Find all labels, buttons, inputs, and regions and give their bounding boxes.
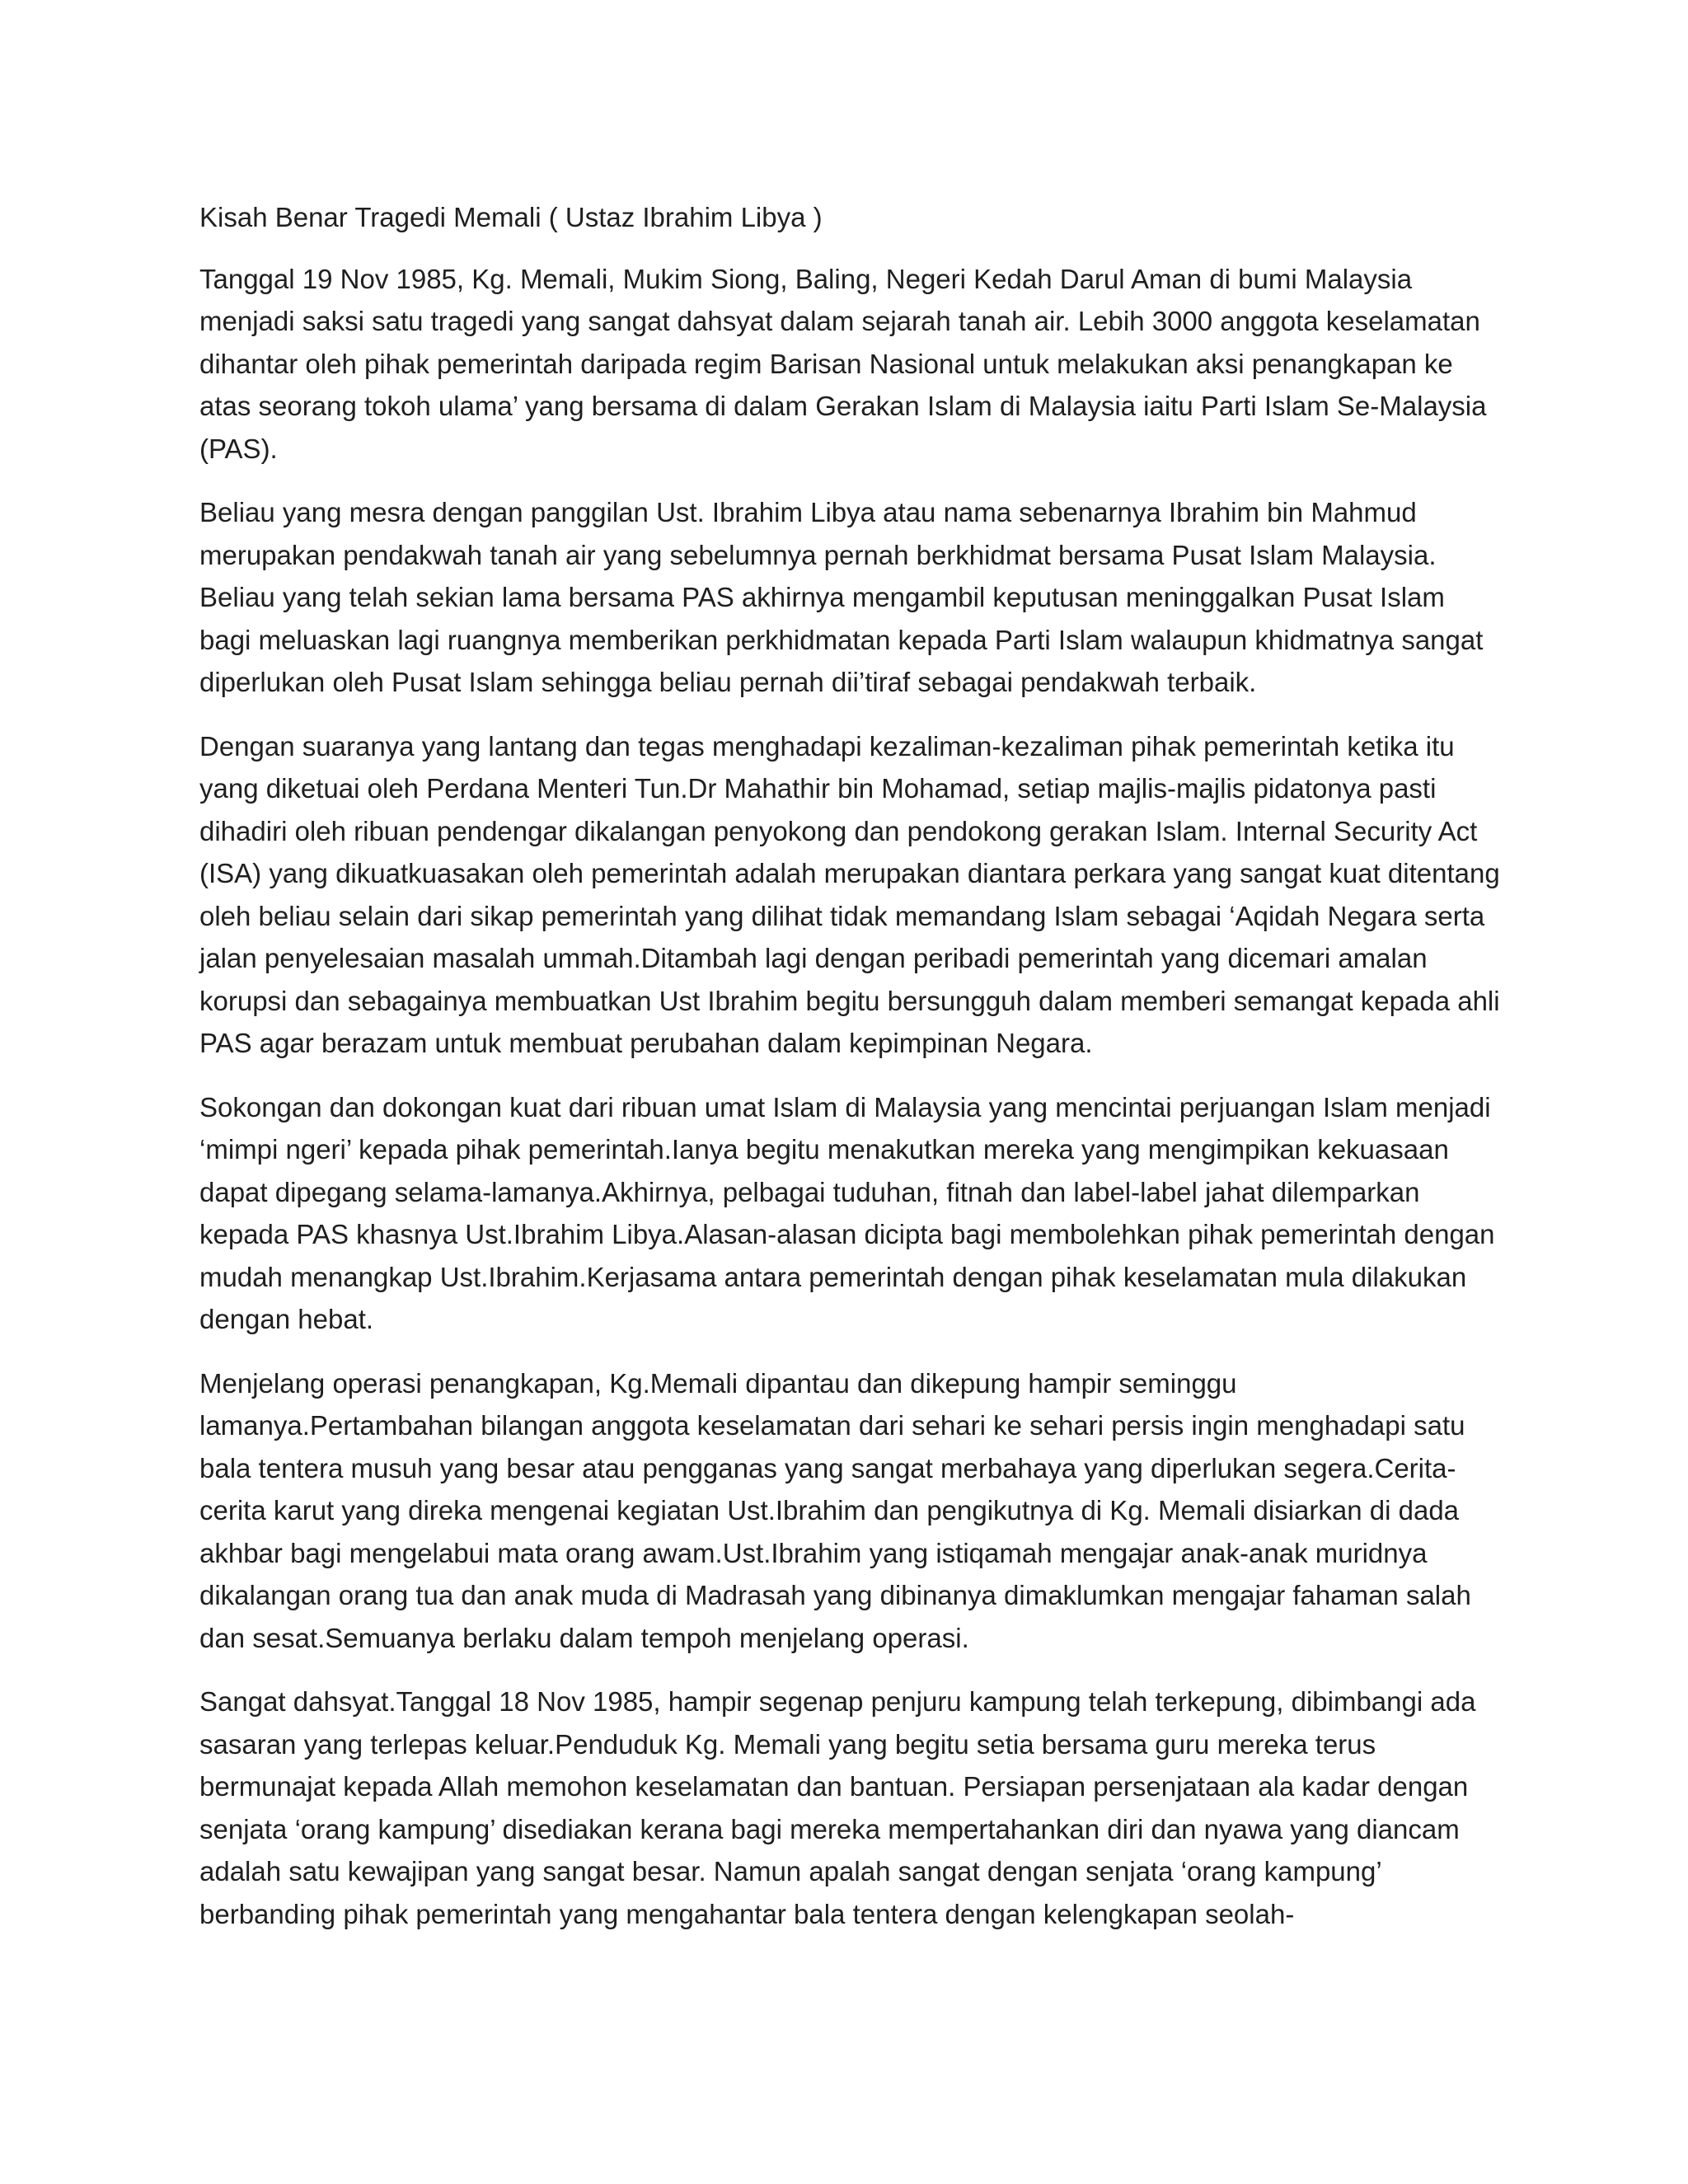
document-body: [199, 196, 1502, 1957]
paragraph-5: Menjelang operasi penangkapan, Kg.Memali dipantau dan dikepung hampir seminggu lamanya.Pertambahan bilangan anggota keselamatan dari sehari ke sehari persis ingin menghadapi satu bala tentera musuh yang besar atau pengganas yang sangat merbahaya yang diperlukan segera.Cerita-cerita karut yang direka mengenai kegiatan Ust.Ibrahim dan pengikutnya di Kg. Memali disiarkan di dada akhbar bagi mengelabui mata orang awam.Ust.Ibrahim yang istiqamah mengajar anak-anak muridnya dikalangan orang tua dan anak muda di Madrasah yang dibinanya dimaklumkan mengajar fahaman salah dan sesat.Semuanya berlaku dalam tempoh menjelang operasi.: [199, 1367, 1471, 1653]
paragraph-6: Sangat dahsyat.Tanggal 18 Nov 1985, hampir segenap penjuru kampung telah terkepung, dibimbangi ada sasaran yang terlepas keluar.Penduduk Kg. Memali yang begitu setia bersama guru mereka terus bermunajat kepada Allah memohon keselamatan dan bantuan. Persiapan persenjataan ala kadar dengan senjata ‘orang kampung’ disediakan kerana bagi mereka mempertahankan diri dan nyawa yang diancam adalah satu kewajipan yang sangat besar. Namun apalah sangat dengan senjata ‘orang kampung’ berbanding pihak pemerintah yang mengahantar bala tentera dengan kelengkapan seolah-: [199, 1686, 1476, 1929]
paragraph-2: Beliau yang mesra dengan panggilan Ust. Ibrahim Libya atau nama sebenarnya Ibrahim bin Mahmud merupakan pendakwah tanah air yang sebelumnya pernah berkhidmat bersama Pusat Islam Malaysia. Beliau yang telah sekian lama bersama PAS akhirnya mengambil keputusan meninggalkan Pusat Islam bagi meluaskan lagi ruangnya memberikan perkhidmatan kepada Parti Islam walaupun khidmatnya sangat diperlukan oleh Pusat Islam sehingga beliau pernah dii’tiraf sebagai pendakwah terbaik.: [199, 497, 1484, 697]
document-title: Kisah Benar Tragedi Memali ( Ustaz Ibrahim Libya ): [199, 202, 823, 232]
paragraph-4: Sokongan dan dokongan kuat dari ribuan umat Islam di Malaysia yang mencintai perjuangan Islam menjadi ‘mimpi ngeri’ kepada pihak pemerintah.Ianya begitu menakutkan mereka yang mengimpikan kekuasaan dapat dipegang selama-lamanya.Akhirnya, pelbagai tuduhan, fitnah dan label-label jahat dilemparkan kepada PAS khasnya Ust.Ibrahim Libya.Alasan-alasan dicipta bagi membolehkan pihak pemerintah dengan mudah menangkap Ust.Ibrahim.Kerjasama antara pemerintah dengan pihak keselamatan mula dilakukan dengan hebat.: [199, 1091, 1495, 1334]
paragraph-3: Dengan suaranya yang lantang dan tegas menghadapi kezaliman-kezaliman pihak pemerintah ketika itu yang diketuai oleh Perdana Menteri Tun.Dr Mahathir bin Mohamad, setiap majlis-majlis pidatonya pasti dihadiri oleh ribuan pendengar dikalangan penyokong dan pendokong gerakan Islam. Internal Security Act (ISA) yang dikuatkuasakan oleh pemerintah adalah merupakan diantara perkara yang sangat kuat ditentang oleh beliau selain dari sikap pemerintah yang dilihat tidak memandang Islam sebagai ‘Aqidah Negara serta jalan penyelesaian masalah ummah.Ditambah lagi dengan peribadi pemerintah yang dicemari amalan korupsi dan sebagainya membuatkan Ust Ibrahim begitu bersungguh dalam memberi semangat kepada ahli PAS agar berazam untuk membuat perubahan dalam kepimpinan Negara.: [199, 730, 1500, 1058]
paragraph-1: Tanggal 19 Nov 1985, Kg. Memali, Mukim Siong, Baling, Negeri Kedah Darul Aman di bumi Malaysia menjadi saksi satu tragedi yang sangat dahsyat dalam sejarah tanah air. Lebih 3000 anggota keselamatan dihantar oleh pihak pemerintah daripada regim Barisan Nasional untuk melakukan aksi penangkapan ke atas seorang tokoh ulama’ yang bersama di dalam Gerakan Islam di Malaysia iaitu Parti Islam Se-Malaysia (PAS).: [199, 263, 1487, 464]
